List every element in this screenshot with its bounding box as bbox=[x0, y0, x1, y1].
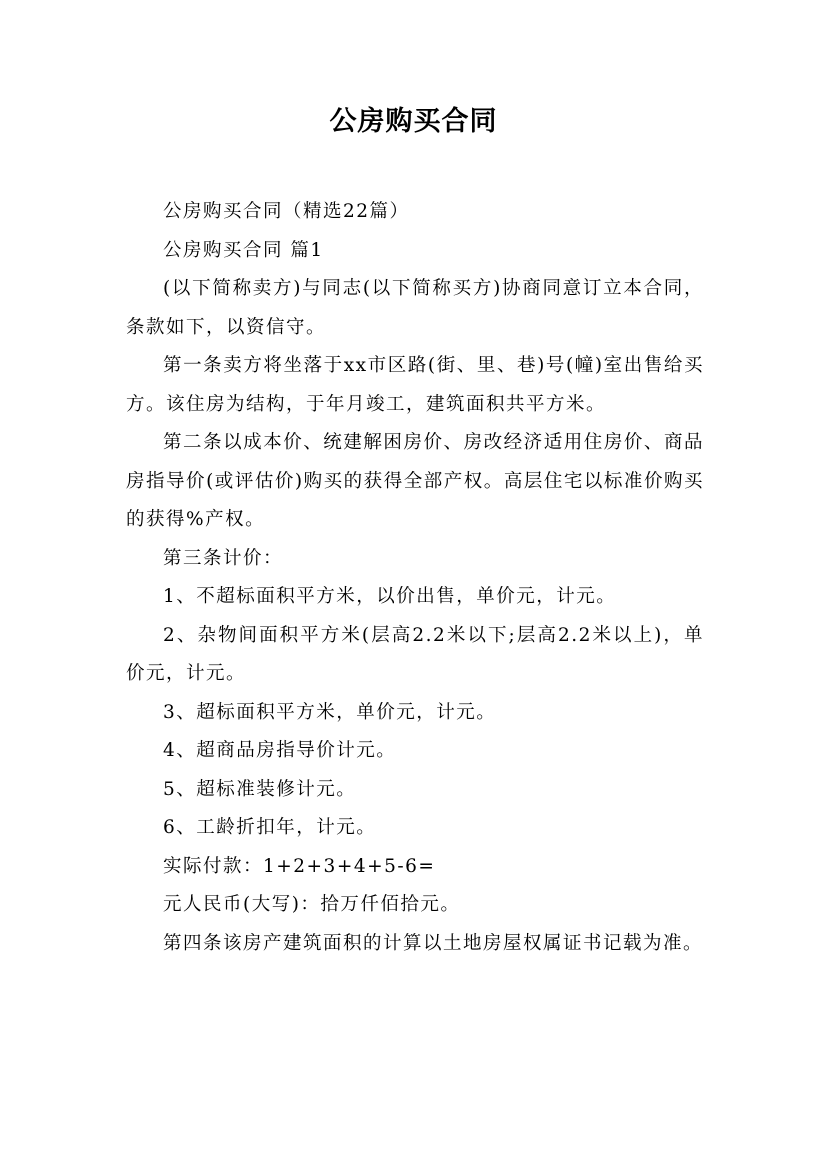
document-title: 公房购买合同 bbox=[329, 106, 498, 137]
paragraph-article-3: 第三条计价： bbox=[163, 547, 284, 569]
document-body bbox=[126, 193, 704, 963]
paragraph-article-2: 第二条以成本价、统建解困房价、房改经济适用住房价、商品房指导价(或评估价)购买的获得全部产权。高层住宅以标准价购买的获得%产权。 bbox=[126, 432, 704, 530]
paragraph-item-5: 5、超标准装修计元。 bbox=[163, 778, 357, 800]
paragraph-amount-in-words: 元人民币(大写)：拾万仟佰拾元。 bbox=[163, 894, 461, 915]
paragraph-item-1: 1、不超标面积平方米，以价出售，单价元，计元。 bbox=[163, 586, 617, 607]
paragraph-article-1: 第一条卖方将坐落于xx市区路(街、里、巷)号(幢)室出售给买方。该住房为结构，于年月竣工，建筑面积共平方米。 bbox=[126, 355, 704, 415]
paragraph-item-4: 4、超商品房指导价计元。 bbox=[163, 740, 397, 761]
paragraph-subtitle: 公房购买合同（精选22篇） bbox=[163, 201, 410, 222]
paragraph-item-6: 6、工龄折扣年，计元。 bbox=[163, 817, 377, 838]
paragraph-item-3: 3、超标面积平方米，单价元，计元。 bbox=[163, 701, 497, 723]
paragraph-section-heading: 公房购买合同 篇1 bbox=[163, 239, 324, 261]
paragraph-article-4: 第四条该房产建筑面积的计算以土地房屋权属证书记载为准。 bbox=[163, 932, 704, 954]
paragraph-actual-payment: 实际付款：1+2+3+4+5-6= bbox=[163, 855, 436, 877]
paragraph-parties: (以下简称卖方)与同志(以下简称买方)协商同意订立本合同，条款如下，以资信守。 bbox=[126, 278, 704, 338]
paragraph-item-2: 2、杂物间面积平方米(层高2.2米以下;层高2.2米以上)，单价元，计元。 bbox=[126, 624, 704, 684]
